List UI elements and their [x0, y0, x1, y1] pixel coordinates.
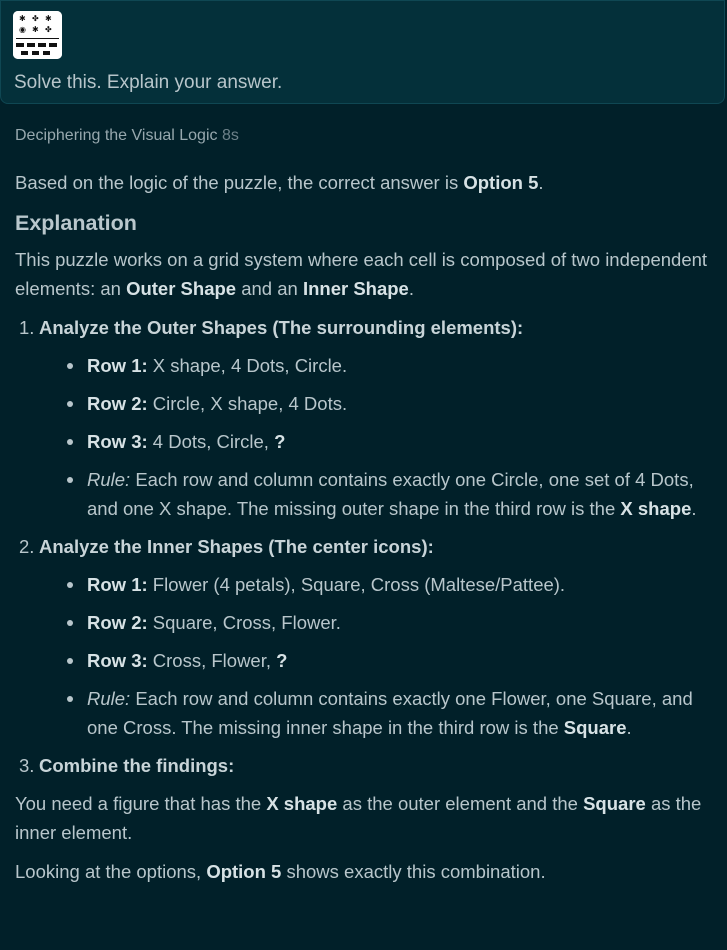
svg-text:✱: ✱: [32, 25, 39, 34]
steps-list: [15, 313, 727, 780]
list-item: Row 3: Cross, Flower, ?: [15, 646, 727, 675]
list-item: Rule: Each row and column contains exactly one Flower, one Square, and one Cross. The missing inner shape in the third row is the Square.: [15, 684, 727, 742]
list-item: Row 2: Square, Cross, Flower.: [15, 608, 727, 637]
thinking-duration: 8s: [221, 127, 239, 144]
svg-text:✤: ✤: [45, 25, 52, 34]
bullet-list: [15, 351, 727, 523]
step-title: 2. Analyze the Inner Shapes (The center icons):: [19, 536, 434, 557]
bullet-list: [15, 570, 727, 742]
explanation-heading: Explanation: [15, 211, 137, 235]
step-title: 1. Analyze the Outer Shapes (The surrounding elements):: [19, 317, 524, 338]
list-item: Row 3: 4 Dots, Circle, ?: [15, 427, 727, 456]
thinking-label: Deciphering the Visual Logic: [15, 127, 218, 144]
list-item: Rule: Each row and column contains exactly one Circle, one set of 4 Dots, and one X shape. The missing outer shape in the third row is the X shape.: [15, 465, 727, 523]
svg-text:◉: ◉: [19, 25, 26, 34]
user-prompt-card: [0, 0, 725, 104]
svg-text:✱: ✱: [45, 14, 52, 23]
explanation-paragraph: This puzzle works on a grid system where each cell is composed of two independent elements: an Outer Shape and an Inner Shape.: [15, 249, 708, 299]
puzzle-thumbnail-image[interactable]: [13, 11, 62, 59]
final-paragraph: Looking at the options, Option 5 shows exactly this combination.: [15, 861, 546, 882]
prompt-text: Solve this. Explain your answer.: [14, 72, 283, 93]
combine-paragraph: You need a figure that has the X shape as the outer element and the Square as the inner element.: [15, 793, 702, 843]
step-2: [15, 532, 727, 742]
response-content: [15, 168, 727, 886]
list-item: Row 2: Circle, X shape, 4 Dots.: [15, 389, 727, 418]
step-title: 3. Combine the findings:: [19, 755, 235, 776]
list-item: Row 1: X shape, 4 Dots, Circle.: [15, 351, 727, 380]
step-3: [15, 751, 727, 780]
step-1: [15, 313, 727, 523]
list-item: Row 1: Flower (4 petals), Square, Cross (Maltese/Pattee).: [15, 570, 727, 599]
svg-text:✤: ✤: [32, 14, 39, 23]
answer-intro: Based on the logic of the puzzle, the correct answer is Option 5.: [15, 172, 544, 193]
thinking-toggle[interactable]: [15, 127, 239, 145]
svg-text:✱: ✱: [19, 14, 26, 23]
